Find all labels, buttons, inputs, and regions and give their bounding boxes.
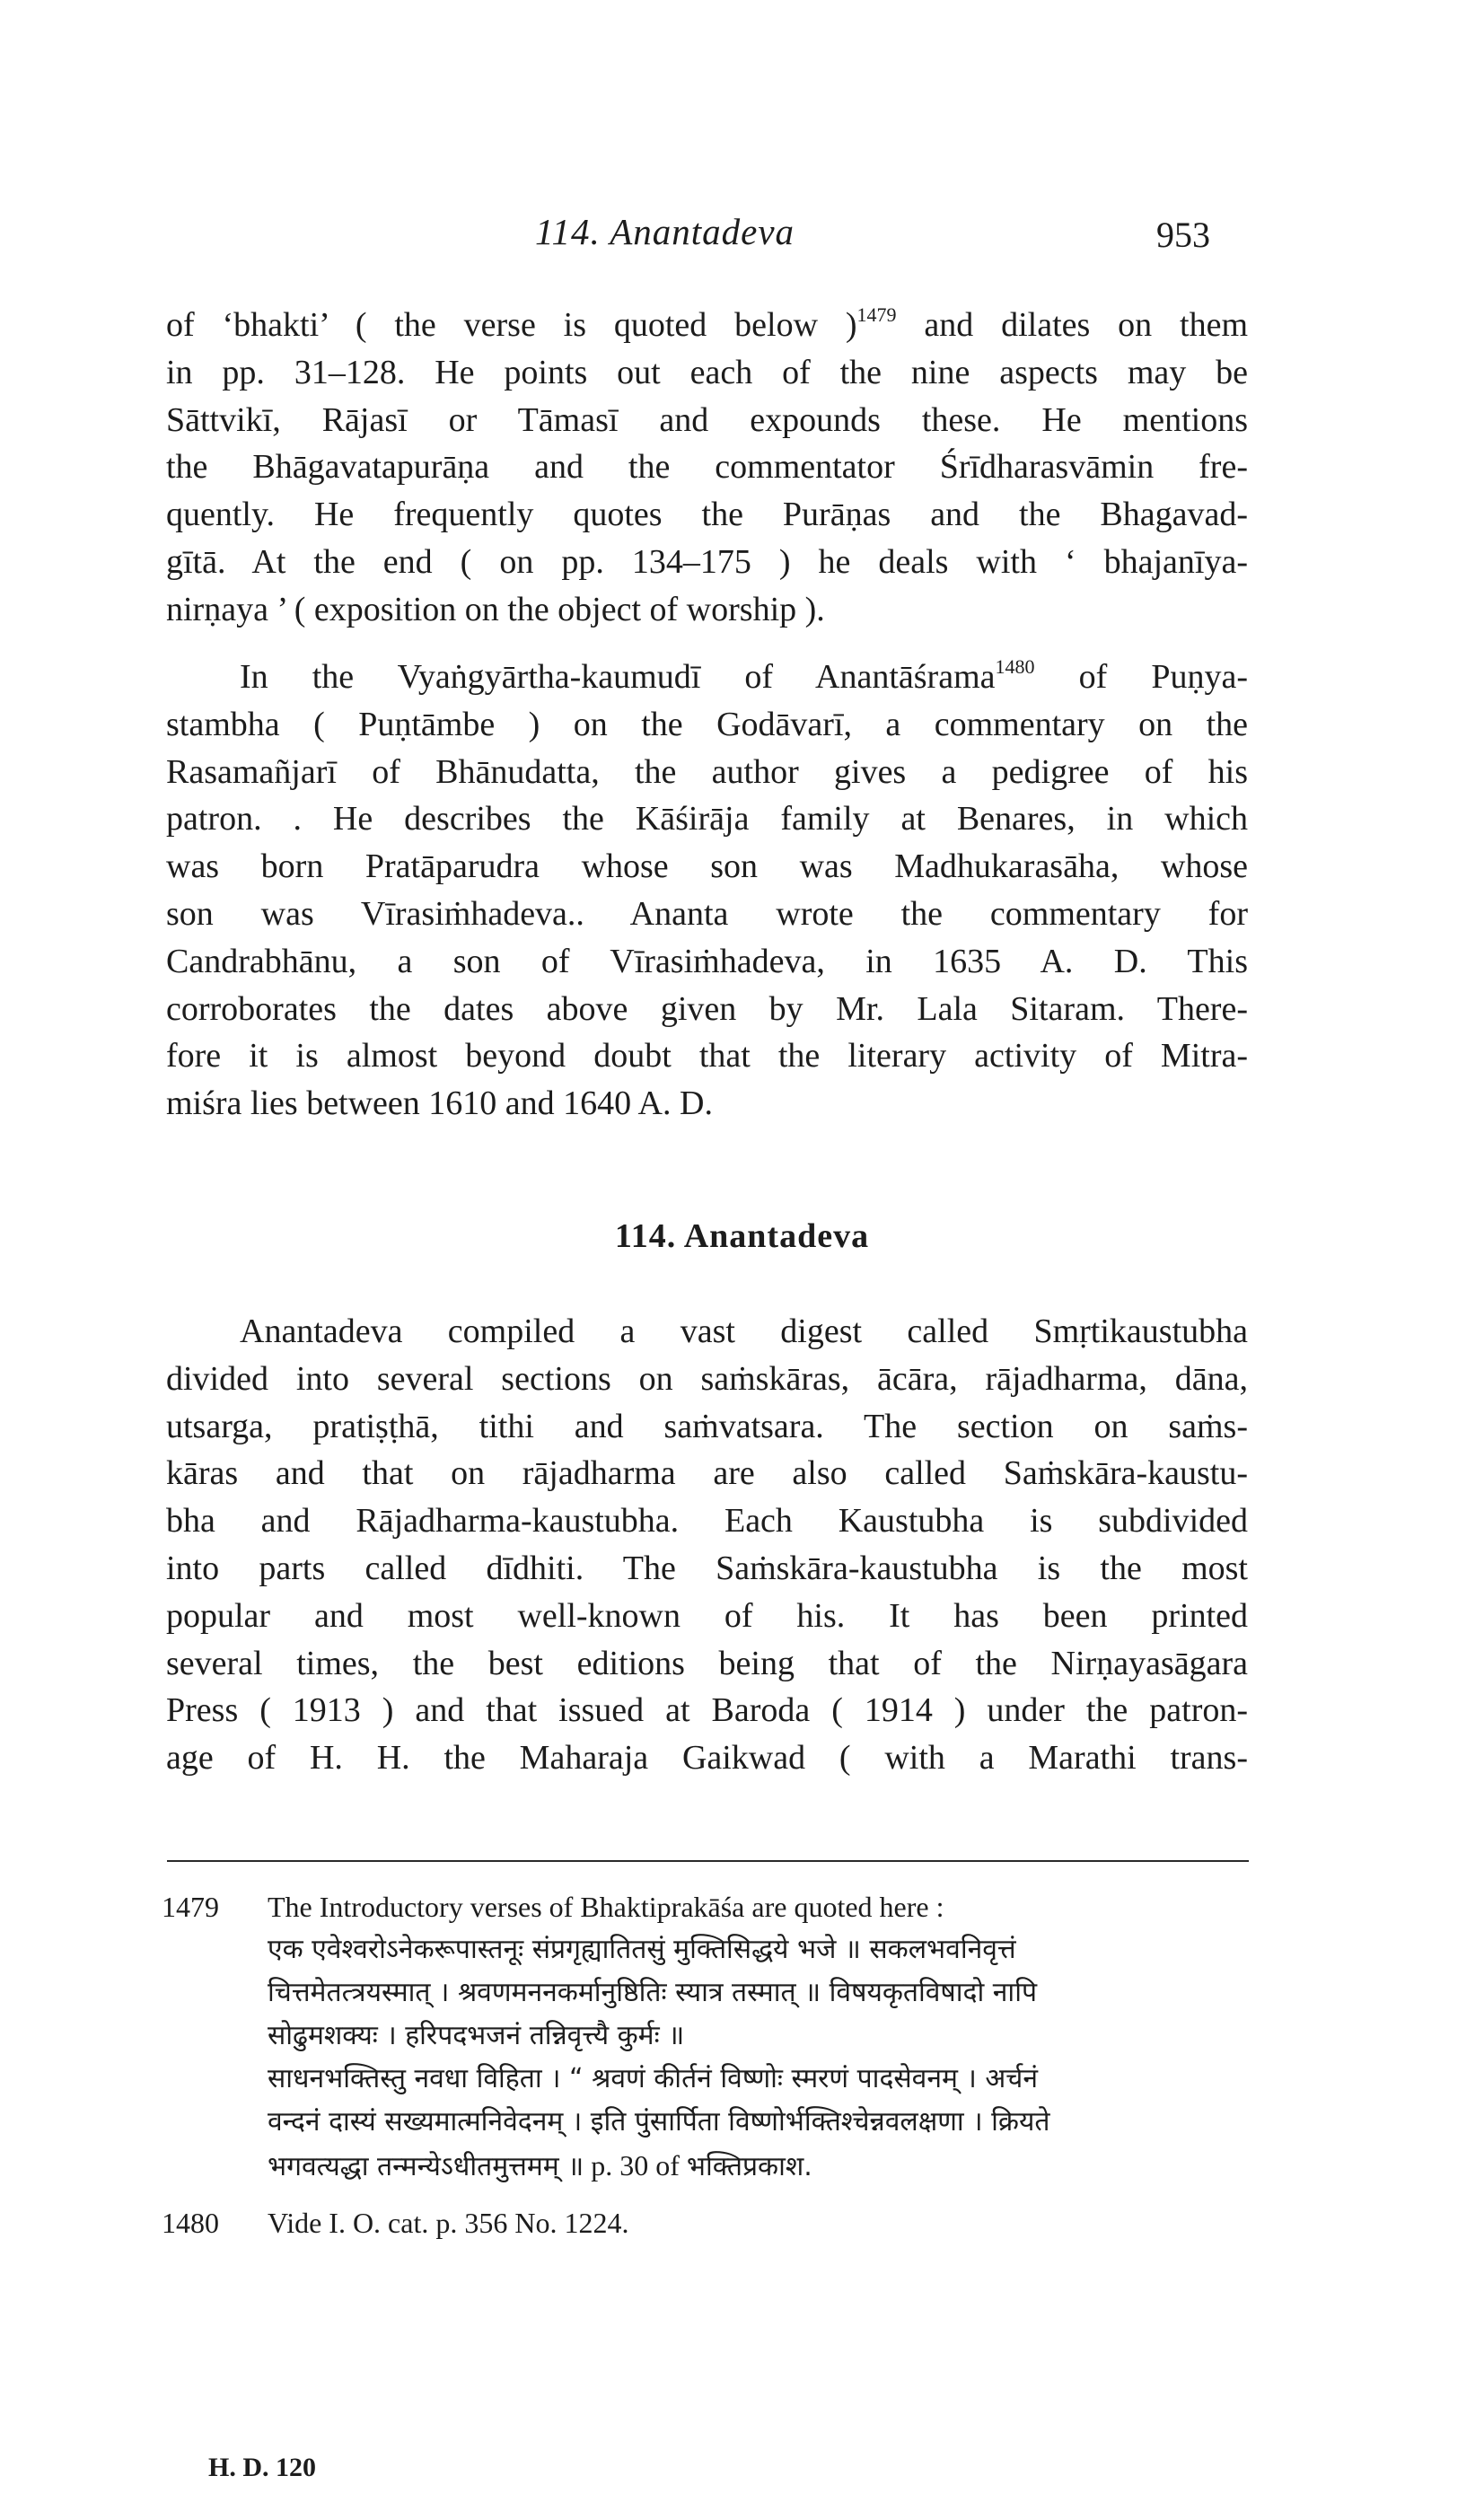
paragraph-line: kāras and that on rājadharma are also called Saṁskāra-kaustu-	[166, 1454, 1248, 1493]
footnote-body	[268, 2201, 1252, 2244]
footnote-verse-line: सोढुमशक्यः । हरिपदभजनं तन्निवृत्त्यै कुर्मः ॥	[268, 2020, 685, 2051]
footnote-divider	[167, 1860, 1249, 1862]
footnote-verse-line: वन्दनं दास्यं सख्यमात्मनिवेदनम् । इति पुंसार्पिता विष्णोर्भक्तिश्चेन्नवलक्षणा । क्रियते	[268, 2106, 1050, 2138]
paragraph-line: bha and Rājadharma-kaustubha. Each Kaustubha is subdivided	[166, 1502, 1248, 1541]
footnote-number: 1479	[162, 1891, 219, 1923]
paragraph-bhakti-aspects	[166, 302, 1248, 634]
paragraph-line: Anantadeva compiled a vast digest called Smṛtikaustubha	[240, 1312, 1248, 1350]
paragraph-line: son was Vīrasiṁhadeva.. Ananta wrote the commentary for	[166, 894, 1248, 933]
footnotes	[162, 1885, 1252, 2244]
footnote-1480	[162, 2201, 1252, 2244]
footnote-verse-line: एक एवेश्वरोऽनेकरूपास्तनूः संप्रगृह्यातितसुं मुक्तिसिद्धये भजे ॥ सकलभवनिवृत्तं	[268, 1934, 1016, 1965]
paragraph-vyangyartha-kaumudi	[166, 654, 1248, 1128]
paragraph-line: divided into several sections on saṁskāras, ācāra, rājadharma, dāna,	[166, 1359, 1248, 1398]
footnote-ref-1480[interactable]: 1480	[995, 655, 1035, 678]
paragraph-line: popular and most well-known of his. It has been printed	[166, 1596, 1248, 1635]
paragraph-line: age of H. H. the Maharaja Gaikwad ( with a Marathi trans-	[166, 1739, 1248, 1778]
paragraph-line: Press ( 1913 ) and that issued at Baroda ( 1914 ) under the patron-	[166, 1691, 1248, 1730]
paragraph-line: quently. He frequently quotes the Purāṇas and the Bhagavad-	[166, 496, 1248, 534]
paragraph-line: was born Pratāparudra whose son was Madhukarasāha, whose	[166, 847, 1248, 886]
signature-mark: H. D. 120	[208, 2453, 316, 2482]
footnote-body	[268, 1885, 1252, 2189]
running-head	[0, 210, 1484, 264]
footnote-ref-1479[interactable]: 1479	[856, 303, 897, 326]
paragraph-line: nirṇaya ’ ( exposition on the object of worship ).	[166, 590, 825, 628]
paragraph-line: several times, the best editions being that of the Nirṇayasāgara	[166, 1644, 1248, 1682]
paragraph-line: Sāttvikī, Rājasī or Tāmasī and expounds these. He mentions	[166, 400, 1248, 439]
paragraph-line: gītā. At the end ( on pp. 134–175 ) he deals with ‘ bhajanīya-	[166, 542, 1248, 581]
paragraph-line: Rasamañjarī of Bhānudatta, the author gives a pedigree of his	[166, 752, 1248, 791]
footnote-1479	[162, 1885, 1252, 2189]
paragraph-line: In the Vyaṅgyārtha-kaumudī of Anantāśrama$^{1480}$ of Puṇya-	[240, 655, 1249, 696]
paragraph-line: utsarga, pratiṣṭhā, tithi and saṁvatsara. The section on saṁs-	[166, 1407, 1248, 1445]
paragraph-line: the Bhāgavatapurāṇa and the commentator Śrīdharasvāmin fre-	[166, 448, 1248, 487]
running-title: 114. Anantadeva	[535, 211, 795, 252]
paragraph-line: of ‘bhakti’ ( the verse is quoted below )$^{1479}$ and dilates on them	[166, 303, 1248, 344]
section-heading: 114. Anantadeva	[614, 1217, 870, 1255]
paragraph-line: into parts called dīdhiti. The Saṁskāra-kaustubha is the most	[166, 1549, 1248, 1587]
footnote-number: 1480	[162, 2207, 219, 2239]
paragraph-smrtikaustubha	[166, 1308, 1248, 1782]
page-number: 953	[1156, 215, 1210, 255]
paragraph-line: Candrabhānu, a son of Vīrasiṁhadeva, in 1635 A. D. This	[166, 942, 1248, 980]
footnote-verse-line: भगवत्यद्धा तन्मन्येऽधीतमुत्तमम् ॥ p. 30 of भक्तिप्रकाश.	[268, 2149, 812, 2182]
paragraph-line: miśra lies between 1610 and 1640 A. D.	[166, 1084, 713, 1123]
footnote-verse-line: चित्तमेतत्त्रयस्मात् । श्रवणमननकर्मानुष्ठितिः स्यात्र तस्मात् ॥ विषयकृतविषादो नापि	[268, 1977, 1038, 2008]
footnote-text: Vide I. O. cat. p. 356 No. 1224.	[268, 2207, 629, 2239]
paragraph-line: in pp. 31–128. He points out each of the nine aspects may be	[166, 353, 1248, 391]
footnote-intro: The Introductory verses of Bhaktiprakāśa are quoted here :	[268, 1891, 944, 1923]
paragraph-line: corroborates the dates above given by Mr. Lala Sitaram. There-	[166, 989, 1248, 1028]
paragraph-line: stambha ( Puṇtāmbe ) on the Godāvarī, a commentary on the	[166, 705, 1248, 743]
paragraph-line: fore it is almost beyond doubt that the literary activity of Mitra-	[166, 1037, 1248, 1075]
paragraph-line: patron. . He describes the Kāśirāja family at Benares, in which	[166, 800, 1248, 838]
footnote-verse-line: साधनभक्तिस्तु नवधा विहिता । “ श्रवणं कीर्तनं विष्णोः स्मरणं पादसेवनम् । अर्चनं	[268, 2063, 1038, 2094]
